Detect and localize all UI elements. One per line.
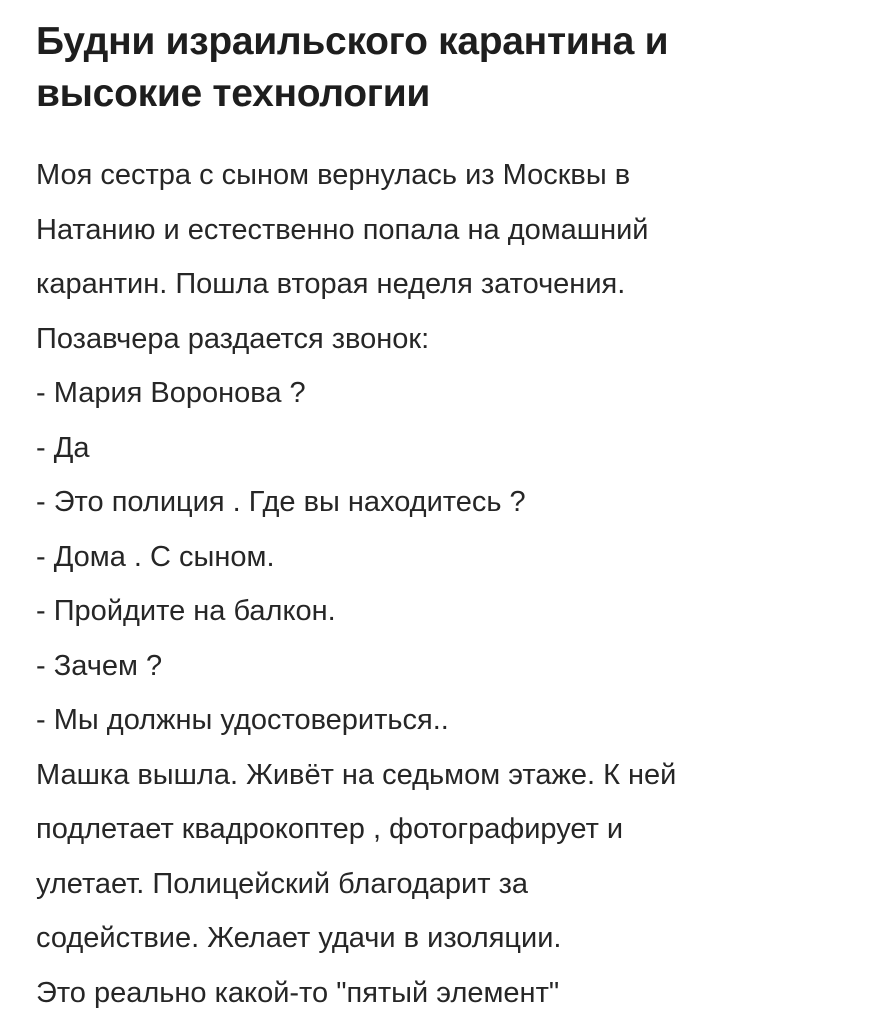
dialogue-line: - Мария Воронова ? — [36, 377, 306, 409]
dialogue-line: - Это полиция . Где вы находитесь ? — [36, 486, 526, 518]
dialogue-line: - Дома . С сыном. — [36, 540, 275, 573]
post-body-line: улетает. Полицейский благодарит за — [36, 867, 529, 900]
post-body-line: подлетает квадрокоптер , фотографирует и — [36, 813, 624, 845]
post-body-line: Это реально какой-то "пятый элемент" — [36, 976, 560, 1009]
post-body-line: Моя сестра с сыном вернулась из Москвы в — [36, 159, 631, 191]
post-body — [36, 148, 856, 1020]
post-title-line: высокие технологии — [36, 72, 431, 115]
post-body-line: содействие. Желает удачи в изоляции. — [36, 922, 562, 954]
dialogue-line: - Зачем ? — [36, 649, 163, 682]
dialogue-line: - Пройдите на балкон. — [36, 595, 336, 627]
dialogue-line: - Да — [36, 431, 90, 464]
post-body-line: карантин. Пошла вторая неделя заточения. — [36, 268, 626, 300]
post-body-line: Машка вышла. Живёт на седьмом этаже. К ней — [36, 758, 677, 791]
post-title — [36, 16, 856, 120]
post-title-line: Будни израильского карантина и — [36, 20, 669, 63]
post-body-line: Натанию и естественно попала на домашний — [36, 213, 649, 246]
post — [36, 16, 856, 1020]
dialogue-line: - Мы должны удостовериться.. — [36, 704, 449, 736]
post-body-line: Позавчера раздается звонок: — [36, 322, 430, 355]
